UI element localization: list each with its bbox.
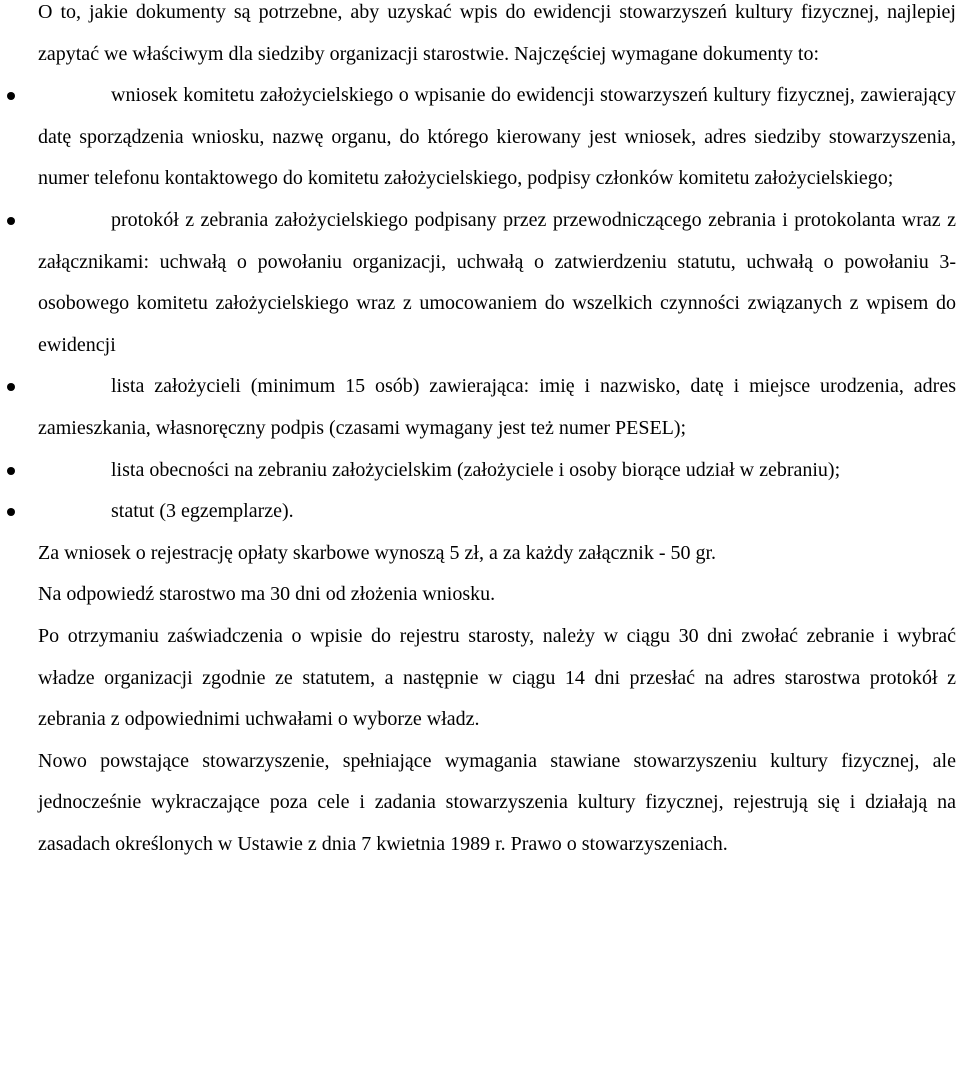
list-item-text: protokół z zebrania założycielskiego podpisany przez przewodniczącego zebrania i protokolanta wraz z załącznikami: uchwałą o powołaniu organizacji, uchwałą o zatwierdzeniu statutu, uchwałą o powołaniu 3-osobowego komitetu założycielskiego wraz z umocowaniem do wszelkich czynności związanych z wpisem do ewidencji [38,208,956,356]
bullet-icon [7,217,15,225]
new-associations-paragraph: Nowo powstające stowarzyszenie, spełniające wymagania stawiane stowarzyszeniu kultury fizycznej, ale jednocześnie wykraczające poza cele i zadania stowarzyszenia kultury fizycznej, rejestrują się i działają na zasadach określonych w Ustawie z dnia 7 kwietnia 1989 r. Prawo o stowarzyszeniach. [38,749,956,855]
bullet-icon [7,467,15,475]
list-item [38,200,956,366]
after-registration-paragraph: Po otrzymaniu zaświadczenia o wpisie do rejestru starosty, należy w ciągu 30 dni zwołać zebranie i wybrać władze organizacji zgodnie ze statutem, a następnie w ciągu 14 dni przesłać na adres starostwa protokół z zebrania z odpowiednimi uchwałami o wyborze władz. [38,624,956,731]
list-item [38,366,956,449]
list-item-text: wniosek komitetu założycielskiego o wpisanie do ewidencji stowarzyszeń kultury fizycznej, zawierający datę sporządzenia wniosku, nazwę organu, do którego kierowany jest wniosek, adres siedziby stowarzyszenia, numer telefonu kontaktowego do komitetu założycielskiego, podpisy członków komitetu założycielskiego; [38,84,956,190]
bullet-icon [7,92,15,100]
intro-paragraph: O to, jakie dokumenty są potrzebne, aby uzyskać wpis do ewidencji stowarzyszeń kultury fizycznej, najlepiej zapytać we właściwym dla siedziby organizacji starostwie. Najczęściej wymagane dokumenty to: [38,1,956,65]
list-item [38,75,956,200]
list-item [38,491,956,533]
document-page [38,0,956,865]
fees-paragraph: Za wniosek o rejestrację opłaty skarbowe wynoszą 5 zł, a za każdy załącznik - 50 gr. [38,541,717,564]
list-item-text: statut (3 egzemplarze). [111,500,294,523]
list-item-text: lista obecności na zebraniu założycielskim (założyciele i osoby biorące udział w zebraniu); [111,458,841,481]
list-item [38,450,956,492]
response-paragraph: Na odpowiedź starostwo ma 30 dni od złożenia wniosku. [38,583,496,606]
bullet-icon [7,383,15,391]
bullet-icon [7,508,15,516]
list-item-text: lista założycieli (minimum 15 osób) zawierająca: imię i nazwisko, datę i miejsce urodzenia, adres zamieszkania, własnoręczny podpis (czasami wymagany jest też numer PESEL); [38,375,956,439]
